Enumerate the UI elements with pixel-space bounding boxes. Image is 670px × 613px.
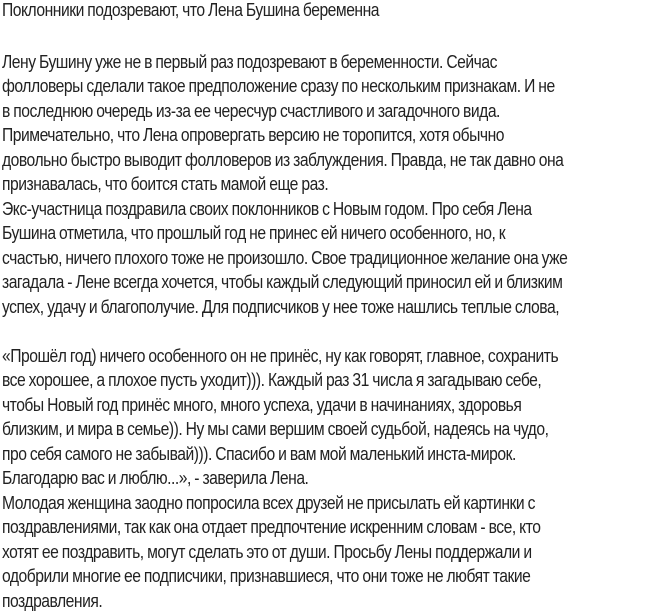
quote-line: чтобы Новый год принёс много, много успеха, удачи в начинаниях, здоровья: [2, 395, 522, 415]
paragraph-line: Экс-участница поздравила своих поклонников с Новым годом. Про себя Лена: [2, 199, 532, 219]
quote-line: «Прошёл год) ничего особенного он не принёс, ну как говорят, главное, сохранить: [2, 346, 559, 366]
paragraph-line: Лену Бушину уже не в первый раз подозревают в беременности. Сейчас: [2, 52, 497, 72]
paragraph-line: Бушина отметила, что прошлый год не принес ей ничего особенного, но, к: [2, 223, 506, 243]
quote-line: близким, и мира в семье)). Ну мы сами вершим своей судьбой, надеясь на чудо,: [2, 419, 549, 439]
paragraph-line: хотят ее поздравить, могут сделать это от души. Просьбу Лены поддержали и: [2, 542, 532, 562]
quote-line: про себя самого не забывай))). Спасибо и вам мой маленький инста-мирок.: [2, 444, 516, 464]
paragraph-line: довольно быстро выводит фолловеров из заблуждения. Правда, не так давно она: [2, 150, 564, 170]
paragraph-line: счастью, ничего плохого тоже не произошло. Свое традиционное желание она уже: [2, 248, 568, 268]
paragraph-line: одобрили многие ее подписчики, признавшиеся, что они тоже не любят такие: [2, 566, 531, 586]
paragraph-line: успех, удачу и благополучие. Для подписчиков у нее тоже нашлись теплые слова,: [2, 297, 560, 317]
paragraph-line: признавалась, что боится стать мамой еще раз.: [2, 174, 329, 194]
article-title: Поклонники подозревают, что Лена Бушина беременна: [2, 0, 379, 20]
paragraph-line: поздравления.: [2, 591, 103, 611]
paragraph-line: Молодая женщина заодно попросила всех друзей не присылать ей картинки с: [2, 493, 535, 513]
paragraph-line: фолловеры сделали такое предположение сразу по нескольким признакам. И не: [2, 76, 555, 96]
paragraph-line: в последнюю очередь из-за ее чересчур счастливого и загадочного вида.: [2, 101, 500, 121]
quote-line: все хорошее, а плохое пусть уходит))). Каждый раз 31 числа я загадываю себе,: [2, 370, 542, 390]
paragraph-line: поздравлениями, так как она отдает предпочтение искренним словам - все, кто: [2, 517, 541, 537]
paragraph-line: загадала - Лене всегда хочется, чтобы каждый следующий приносил ей и близким: [2, 272, 563, 292]
quote-line: Благодарю вас и люблю...», - заверила Лена.: [2, 468, 309, 488]
paragraph-line: Примечательно, что Лена опровергать версию не торопится, хотя обычно: [2, 125, 504, 145]
